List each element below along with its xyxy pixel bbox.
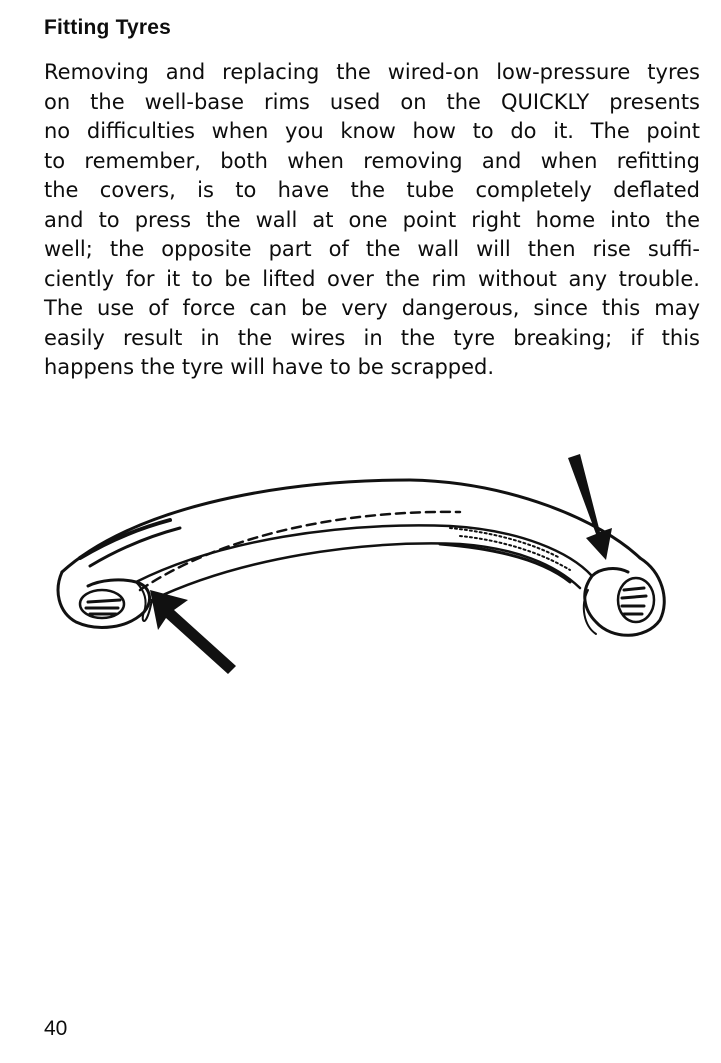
paragraph-line: the covers, is to have the tube completely deflated xyxy=(44,178,700,202)
page-number: 40 xyxy=(44,1017,68,1040)
section-heading: Fitting Tyres xyxy=(44,16,172,39)
paragraph-line: happens the tyre will have to be scrapped. xyxy=(44,355,495,379)
paragraph-line: The use of force can be very dangerous, since this may xyxy=(44,296,700,320)
paragraph-line: easily result in the wires in the tyre breaking; if this xyxy=(44,325,700,350)
paragraph-line: Removing and replacing the wired-on low-pressure tyres xyxy=(44,60,700,84)
paragraph-line: ciently for it to be lifted over the rim without any trouble. xyxy=(44,266,700,291)
body-paragraph xyxy=(44,58,700,383)
paragraph-line: well; the opposite part of the wall will then rise suffi- xyxy=(44,237,700,261)
paragraph-line: no difficulties when you know how to do it. The point xyxy=(44,119,700,143)
paragraph-line: on the well-base rims used on the QUICKLY presents xyxy=(44,89,700,114)
right-arrow-icon xyxy=(568,454,612,560)
tyre-inner-edge xyxy=(136,525,592,582)
tyre-bead-dashed-line xyxy=(140,512,460,590)
paragraph-line: and to press the wall at one point right home into the xyxy=(44,207,700,232)
left-arrow-icon xyxy=(150,590,236,674)
tyre-cross-section-illustration xyxy=(40,440,690,680)
paragraph-line: to remember, both when removing and when refitting xyxy=(44,148,700,173)
